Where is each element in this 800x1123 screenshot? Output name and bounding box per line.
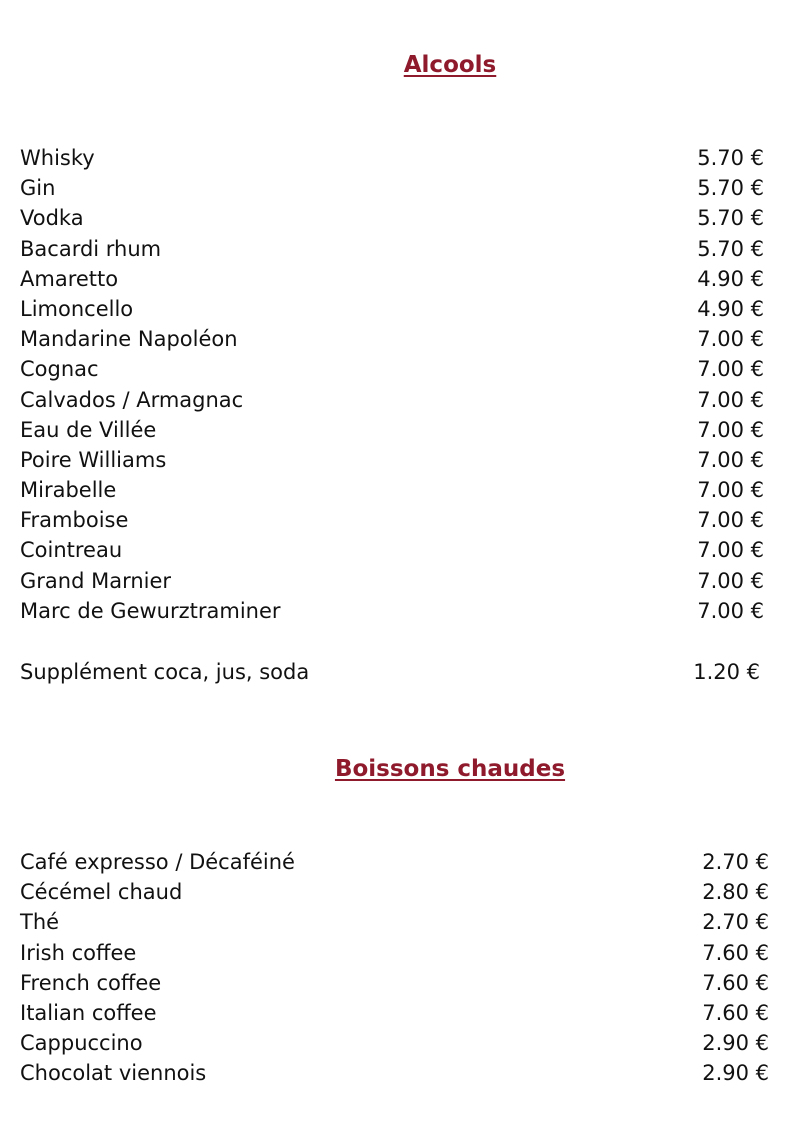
supplement-item: [20, 657, 760, 687]
item-price: 7.00 €: [697, 538, 764, 563]
item-name: Irish coffee: [20, 940, 137, 965]
item-name: Gin: [20, 176, 56, 201]
item-name: Cognac: [20, 357, 99, 382]
menu-item: [20, 234, 764, 264]
item-name: Limoncello: [20, 296, 134, 321]
item-name: Framboise: [20, 508, 129, 533]
item-name: Supplément coca, jus, soda: [20, 660, 310, 684]
item-price: 2.70 €: [702, 910, 769, 935]
item-price: 5.70 €: [697, 146, 764, 170]
item-price: 7.00 €: [697, 568, 764, 593]
item-name: Thé: [20, 910, 60, 935]
item-price: 4.90 €: [697, 266, 764, 291]
item-price: 7.00 €: [697, 598, 764, 623]
menu-item: [20, 294, 764, 324]
item-name: Chocolat viennois: [20, 1061, 207, 1086]
item-price: 7.00 €: [697, 357, 764, 382]
menu-item: [20, 968, 769, 998]
supplement-list: [20, 657, 760, 687]
menu-item: [20, 596, 764, 626]
menu-item: [20, 445, 764, 475]
menu-item: [20, 907, 769, 937]
item-name: French coffee: [20, 970, 162, 995]
item-name: Mirabelle: [20, 478, 117, 503]
item-price: 5.70 €: [697, 236, 764, 261]
item-price: 7.60 €: [702, 940, 769, 965]
menu-item: [20, 475, 764, 505]
menu-item: [20, 1058, 769, 1088]
menu-item: [20, 998, 769, 1028]
item-price: 7.00 €: [697, 417, 764, 442]
item-price: 5.70 €: [697, 176, 764, 201]
menu-item: [20, 535, 764, 565]
item-name: Café expresso / Décaféiné: [20, 850, 295, 874]
menu-item: [20, 415, 764, 445]
item-name: Cointreau: [20, 538, 123, 563]
menu-item: [20, 173, 764, 203]
menu-item: [20, 877, 769, 907]
alcools-list: [20, 143, 764, 626]
section-title-alcools: Alcools: [403, 52, 497, 78]
item-price: 2.90 €: [702, 1031, 769, 1056]
menu-item: [20, 566, 764, 596]
menu-item: [20, 385, 764, 415]
item-price: 7.60 €: [702, 970, 769, 995]
item-name: Cappuccino: [20, 1031, 143, 1056]
menu-item: [20, 354, 764, 384]
menu-item: [20, 505, 764, 535]
item-price: 4.90 €: [697, 296, 764, 321]
item-name: Amaretto: [20, 266, 119, 291]
item-price: 7.60 €: [702, 1000, 769, 1025]
menu-item: [20, 264, 764, 294]
menu-item: [20, 143, 764, 173]
item-price: 7.00 €: [697, 327, 764, 352]
item-price: 2.70 €: [702, 850, 769, 874]
item-name: Poire Williams: [20, 447, 167, 472]
item-price: 2.80 €: [702, 880, 769, 905]
item-name: Eau de Villée: [20, 417, 157, 442]
item-name: Italian coffee: [20, 1000, 157, 1025]
menu-item: [20, 847, 769, 877]
item-price: 7.00 €: [697, 387, 764, 412]
item-name: Cécémel chaud: [20, 880, 183, 905]
menu-item: [20, 203, 764, 233]
section-title-boissons-chaudes: Boissons chaudes: [334, 756, 566, 782]
item-name: Mandarine Napoléon: [20, 327, 238, 352]
item-name: Marc de Gewurztraminer: [20, 598, 281, 623]
item-name: Grand Marnier: [20, 568, 172, 593]
menu-item: [20, 324, 764, 354]
item-name: Calvados / Armagnac: [20, 387, 244, 412]
menu-item: [20, 1028, 769, 1058]
item-price: 2.90 €: [702, 1061, 769, 1086]
item-name: Vodka: [20, 206, 84, 231]
item-price: 7.00 €: [697, 508, 764, 533]
item-price: 7.00 €: [697, 447, 764, 472]
menu-item: [20, 938, 769, 968]
boissons-chaudes-list: [20, 847, 769, 1089]
item-price: 1.20 €: [693, 660, 760, 684]
item-price: 7.00 €: [697, 478, 764, 503]
item-price: 5.70 €: [697, 206, 764, 231]
item-name: Bacardi rhum: [20, 236, 162, 261]
item-name: Whisky: [20, 146, 95, 170]
